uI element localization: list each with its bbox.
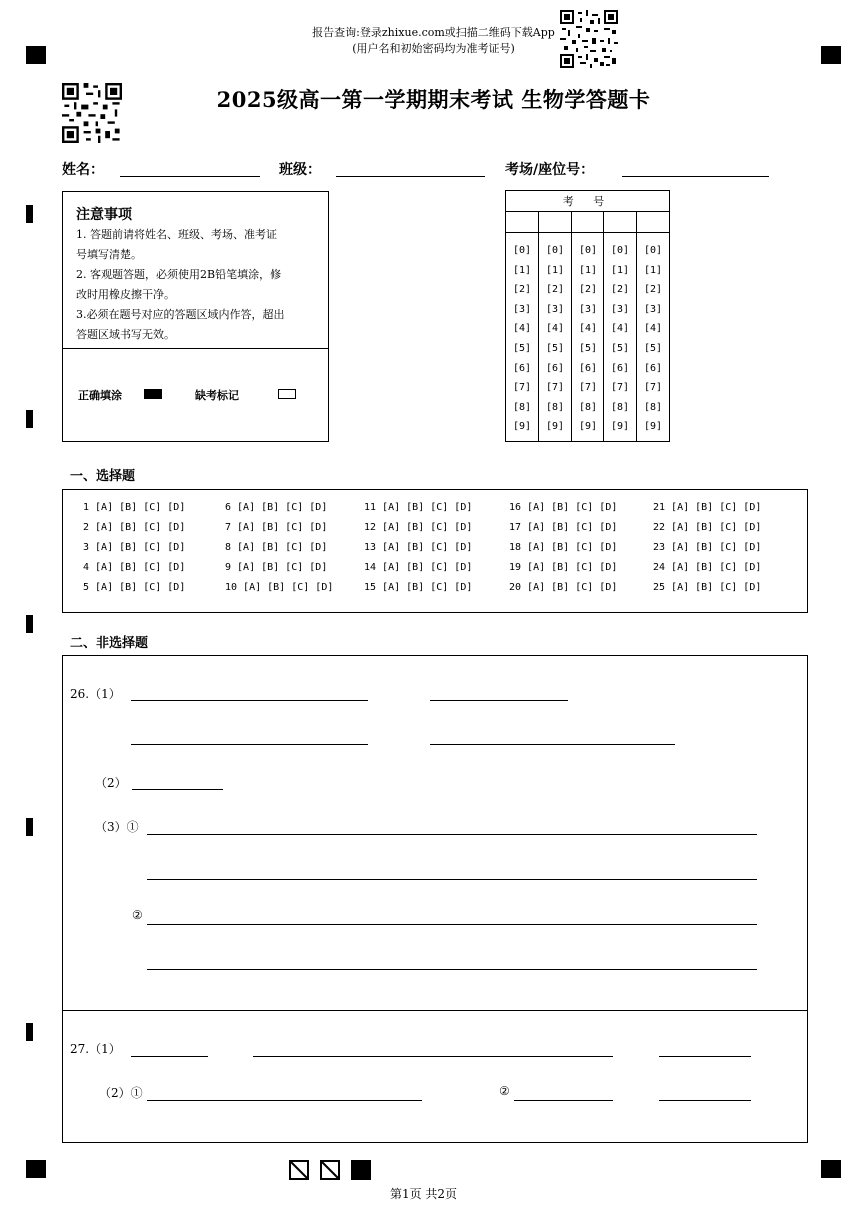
choice-question[interactable]: 21 [A] [B] [C] [D] (653, 502, 762, 513)
correct-fill-label: 正确填涂 (78, 389, 122, 402)
notice-item: 改时用橡皮擦干净。 (76, 288, 175, 301)
digit-bubble[interactable]: [3] (545, 303, 565, 315)
notice-item: 3.必须在题号对应的答题区域内作答，超出 (76, 308, 285, 321)
choice-question[interactable]: 1 [A] [B] [C] [D] (83, 502, 186, 513)
digit-bubble[interactable]: [5] (578, 342, 598, 354)
digit-bubble[interactable]: [2] (578, 284, 598, 296)
exam-number-column (539, 241, 571, 437)
choice-question[interactable]: 12 [A] [B] [C] [D] (364, 522, 473, 533)
name-field[interactable] (120, 176, 260, 177)
choice-question[interactable]: 13 [A] [B] [C] [D] (364, 542, 473, 553)
answer-line[interactable] (131, 1056, 208, 1057)
digit-bubble[interactable]: [8] (578, 401, 598, 413)
digit-bubble[interactable]: [3] (512, 303, 532, 315)
q27-label: 27.（1） (70, 1042, 121, 1056)
header-note-line2: (用户名和初始密码均为准考证号) (352, 42, 515, 55)
digit-bubble[interactable]: [6] (512, 362, 532, 374)
notice-item: 1. 答题前请将姓名、班级、考场、准考证 (76, 228, 277, 241)
digit-bubble[interactable]: [9] (578, 421, 598, 433)
digit-bubble[interactable]: [5] (643, 342, 663, 354)
digit-bubble[interactable]: [4] (545, 323, 565, 335)
answer-line[interactable] (514, 1100, 613, 1101)
answer-line[interactable] (147, 1100, 422, 1101)
digit-bubble[interactable]: [3] (610, 303, 630, 315)
digit-bubble[interactable]: [6] (643, 362, 663, 374)
choice-question[interactable]: 15 [A] [B] [C] [D] (364, 582, 473, 593)
exam-number-title: 考 号 (562, 195, 613, 208)
choice-question[interactable]: 23 [A] [B] [C] [D] (653, 542, 762, 553)
page-title: 2025级高一第一学期期末考试 生物学答题卡 (216, 87, 651, 112)
digit-bubble[interactable]: [1] (643, 264, 663, 276)
digit-bubble[interactable]: [7] (545, 382, 565, 394)
notice-box (62, 191, 329, 442)
section1-title: 一、选择题 (70, 469, 136, 484)
digit-bubble[interactable]: [0] (643, 245, 663, 256)
digit-bubble[interactable]: [6] (545, 362, 565, 374)
digit-bubble[interactable]: [8] (545, 401, 565, 413)
digit-bubble[interactable]: [8] (643, 401, 663, 413)
choice-question[interactable]: 20 [A] [B] [C] [D] (509, 582, 618, 593)
q26-part2-label: （2） (95, 776, 127, 790)
correct-fill-sample (144, 389, 162, 399)
qr-code-icon (560, 10, 618, 68)
choice-question[interactable]: 17 [A] [B] [C] [D] (509, 522, 618, 533)
choice-question[interactable]: 7 [A] [B] [C] [D] (225, 522, 328, 533)
choice-question[interactable]: 14 [A] [B] [C] [D] (364, 562, 473, 573)
notice-divider (63, 348, 328, 349)
timing-mark (26, 615, 33, 633)
digit-bubble[interactable]: [2] (643, 284, 663, 296)
exam-number-column (604, 241, 636, 437)
q27-box (62, 1010, 808, 1143)
digit-bubble[interactable]: [0] (545, 245, 565, 256)
digit-bubble[interactable]: [0] (610, 245, 630, 256)
answer-line[interactable] (147, 834, 757, 835)
answer-line[interactable] (131, 700, 368, 701)
q26-box (62, 655, 808, 1011)
digit-bubble[interactable]: [7] (512, 382, 532, 394)
digit-bubble[interactable]: [3] (643, 303, 663, 315)
q26-part3-label: （3）① (95, 820, 139, 834)
digit-bubble[interactable]: [7] (578, 382, 598, 394)
digit-bubble[interactable]: [1] (512, 264, 532, 276)
answer-line[interactable] (147, 924, 757, 925)
seat-field[interactable] (622, 176, 769, 177)
answer-line[interactable] (430, 744, 675, 745)
digit-bubble[interactable]: [4] (512, 323, 532, 335)
header-note-line1: 报告查询:登录zhixue.com或扫描二维码下载App (312, 26, 555, 39)
answer-line[interactable] (659, 1100, 751, 1101)
digit-bubble[interactable]: [9] (512, 421, 532, 433)
corner-mark-bottom-right (821, 1160, 841, 1178)
choice-question[interactable]: 6 [A] [B] [C] [D] (225, 502, 328, 513)
digit-bubble[interactable]: [8] (512, 401, 532, 413)
digit-bubble[interactable]: [9] (545, 421, 565, 433)
digit-bubble[interactable]: [5] (610, 342, 630, 354)
choice-question[interactable]: 2 [A] [B] [C] [D] (83, 522, 186, 533)
choice-question[interactable]: 10 [A] [B] [C] [D] (225, 582, 334, 593)
digit-bubble[interactable]: [9] (610, 421, 630, 433)
corner-mark-bottom-left (26, 1160, 46, 1178)
timing-mark (26, 205, 33, 223)
choice-question[interactable]: 19 [A] [B] [C] [D] (509, 562, 618, 573)
digit-bubble[interactable]: [4] (610, 323, 630, 335)
page-number: 第1页 共2页 (389, 1187, 458, 1201)
answer-line[interactable] (430, 700, 568, 701)
q27-part2-label: （2）① (99, 1086, 143, 1100)
timing-mark (26, 818, 33, 836)
seat-label: 考场/座位号： (505, 162, 595, 178)
absent-mark-box[interactable] (278, 389, 296, 399)
digit-bubble[interactable]: [1] (610, 264, 630, 276)
digit-bubble[interactable]: [2] (610, 284, 630, 296)
choice-question[interactable]: 24 [A] [B] [C] [D] (653, 562, 762, 573)
answer-line[interactable] (131, 744, 368, 745)
digit-bubble[interactable]: [5] (545, 342, 565, 354)
digit-bubble[interactable]: [0] (578, 245, 598, 256)
choice-question[interactable]: 18 [A] [B] [C] [D] (509, 542, 618, 553)
timing-mark (26, 410, 33, 428)
class-label: 班级： (279, 162, 321, 178)
answer-line[interactable] (253, 1056, 613, 1057)
choice-question[interactable]: 25 [A] [B] [C] [D] (653, 582, 762, 593)
choice-question[interactable]: 11 [A] [B] [C] [D] (364, 502, 473, 513)
digit-bubble[interactable]: [1] (578, 264, 598, 276)
notice-item: 号填写清楚。 (76, 248, 142, 261)
digit-bubble[interactable]: [7] (610, 382, 630, 394)
notice-title: 注意事项 (76, 207, 132, 223)
choice-question[interactable]: 3 [A] [B] [C] [D] (83, 542, 186, 553)
choice-box (62, 489, 808, 613)
digit-bubble[interactable]: [8] (610, 401, 630, 413)
timing-mark (26, 1023, 33, 1041)
q26-part3b-label: ② (132, 908, 143, 922)
choice-question[interactable]: 22 [A] [B] [C] [D] (653, 522, 762, 533)
notice-item: 答题区域书写无效。 (76, 328, 175, 341)
crossed-box-icon (320, 1160, 340, 1180)
notice-item: 2. 客观题答题，必须使用2B铅笔填涂，修 (76, 268, 282, 281)
grid-hline (506, 211, 669, 212)
q26-label: 26.（1） (70, 687, 121, 701)
choice-question[interactable]: 8 [A] [B] [C] [D] (225, 542, 328, 553)
class-field[interactable] (336, 176, 485, 177)
absent-label: 缺考标记 (195, 389, 239, 402)
answer-line[interactable] (132, 789, 223, 790)
digit-bubble[interactable]: [6] (578, 362, 598, 374)
choice-question[interactable]: 5 [A] [B] [C] [D] (83, 582, 186, 593)
exam-number-column (637, 241, 669, 437)
answer-line[interactable] (147, 879, 757, 880)
answer-line[interactable] (659, 1056, 751, 1057)
digit-bubble[interactable]: [4] (578, 323, 598, 335)
notice-items (76, 225, 321, 345)
digit-bubble[interactable]: [6] (610, 362, 630, 374)
choice-question[interactable]: 16 [A] [B] [C] [D] (509, 502, 618, 513)
crossed-box-icon (289, 1160, 309, 1180)
digit-bubble[interactable]: [3] (578, 303, 598, 315)
digit-bubble[interactable]: [0] (512, 245, 532, 256)
exam-number-column (572, 241, 604, 437)
digit-bubble[interactable]: [5] (512, 342, 532, 354)
answer-line[interactable] (147, 969, 757, 970)
exam-number-column (506, 241, 538, 437)
digit-bubble[interactable]: [9] (643, 421, 663, 433)
exam-number-grid (505, 190, 670, 442)
section2-title: 二、非选择题 (70, 636, 149, 651)
digit-bubble[interactable]: [7] (643, 382, 663, 394)
digit-bubble[interactable]: [1] (545, 264, 565, 276)
q27-part2b-label: ② (499, 1084, 510, 1098)
grid-hline (506, 232, 669, 233)
digit-bubble[interactable]: [4] (643, 323, 663, 335)
filled-box-mark (351, 1160, 371, 1180)
digit-bubble[interactable]: [2] (512, 284, 532, 296)
name-label: 姓名： (62, 162, 104, 178)
digit-bubble[interactable]: [2] (545, 284, 565, 296)
choice-question[interactable]: 4 [A] [B] [C] [D] (83, 562, 186, 573)
choice-question[interactable]: 9 [A] [B] [C] [D] (225, 562, 328, 573)
